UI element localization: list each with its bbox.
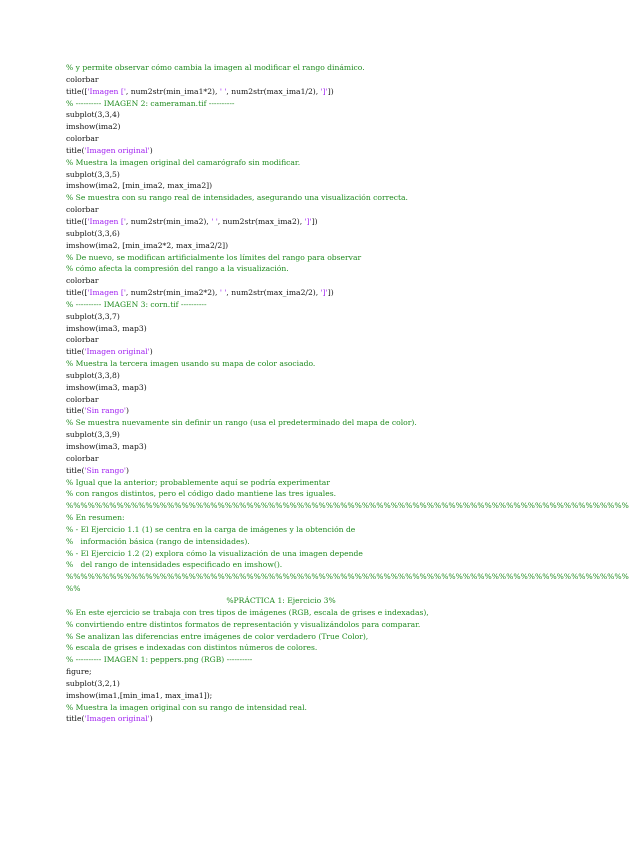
code-text: colorbar [66, 335, 99, 345]
code-line [66, 405, 496, 417]
code-line [66, 346, 496, 358]
code-line [66, 228, 496, 240]
code-line [66, 275, 496, 287]
comment-text: % Muestra la imagen original con su rango de intensidad real. [66, 702, 307, 712]
code-text: imshow(ima2, [min_ima2*2, max_ima2/2]) [66, 240, 229, 250]
code-text: figure; [66, 667, 92, 677]
code-text: , num2str(max_ima1/2), [226, 86, 321, 96]
string-literal: 'Imagen [' [87, 288, 126, 298]
code-line [66, 334, 496, 346]
code-text: subplot(3,3,7) [66, 311, 120, 321]
comment-line [66, 192, 496, 204]
code-listing [66, 62, 629, 725]
comment-text: %%%%%%%%%%%%%%%%%%%%%%%%%%%%%%%%%%%%%%%%%%%%%%%%%%%%%%%%%%%%%%%%%%%%%%%%%%%%%% [66, 501, 629, 511]
comment-line [66, 607, 496, 619]
code-text: ) [149, 714, 153, 724]
comment-text: %PRÁCTICA 1: Ejercicio 3% [226, 595, 336, 605]
string-literal: ' ' [211, 216, 218, 226]
comment-text: % información básica (rango de intensidades). [66, 536, 250, 546]
code-text: imshow(ima3, map3) [66, 323, 147, 333]
string-literal: 'Imagen [' [87, 216, 126, 226]
comment-line [66, 548, 496, 560]
code-line [66, 311, 496, 323]
comment-text: % Se muestra con su rango real de intensidades, asegurando una visualización correcta. [66, 193, 408, 203]
code-line [66, 429, 496, 441]
code-text: , num2str(max_ima2), [217, 216, 305, 226]
code-text: colorbar [66, 134, 99, 144]
comment-line [66, 299, 496, 311]
comment-line [66, 583, 496, 595]
comment-line [66, 98, 496, 110]
code-text: title([ [66, 86, 88, 96]
code-text: title( [66, 347, 85, 357]
comment-text: %% [66, 584, 81, 594]
code-text: title( [66, 406, 85, 416]
comment-line [66, 157, 496, 169]
comment-text: % - El Ejercicio 1.1 (1) se centra en la carga de imágenes y la obtención de [66, 524, 356, 534]
code-line [66, 465, 496, 477]
code-text: , num2str(min_ima2*2), [125, 288, 220, 298]
comment-line [66, 488, 496, 500]
comment-text: % del rango de intensidades especificado en imshow(). [66, 560, 283, 570]
code-text: colorbar [66, 394, 99, 404]
code-text: title( [66, 145, 85, 155]
code-text: ]) [311, 216, 318, 226]
comment-text: % Muestra la tercera imagen usando su mapa de color asociado. [66, 359, 316, 369]
string-literal: 'Imagen original' [84, 145, 150, 155]
comment-text: % - El Ejercicio 1.2 (2) explora cómo la visualización de una imagen depende [66, 548, 363, 558]
comment-line [66, 524, 496, 536]
code-line [66, 216, 496, 228]
comment-text: % con rangos distintos, pero el código dado mantiene las tres iguales. [66, 489, 337, 499]
comment-text: % convirtiendo entre distintos formatos de representación y visualizándolos para comparar. [66, 619, 421, 629]
code-text: ]) [327, 288, 334, 298]
code-line [66, 678, 496, 690]
code-text: colorbar [66, 276, 99, 286]
comment-text: % ---------- IMAGEN 2: cameraman.tif ---------- [66, 98, 235, 108]
comment-text: % ---------- IMAGEN 3: corn.tif ---------- [66, 299, 207, 309]
code-text: subplot(3,3,8) [66, 370, 120, 380]
comment-text: % Se analizan las diferencias entre imágenes de color verdadero (True Color), [66, 631, 369, 641]
code-line [66, 133, 496, 145]
comment-line [66, 595, 496, 607]
code-text: title([ [66, 216, 88, 226]
code-text: , num2str(max_ima2/2), [226, 288, 321, 298]
comment-line [66, 702, 496, 714]
string-literal: ' ' [219, 288, 227, 298]
code-text: ) [126, 465, 129, 475]
code-line [66, 370, 496, 382]
code-line [66, 690, 496, 702]
comment-text: % Muestra la imagen original del camarógrafo sin modificar. [66, 157, 301, 167]
code-line [66, 74, 496, 86]
comment-line [66, 62, 496, 74]
code-text: imshow(ima3, map3) [66, 382, 147, 392]
comment-text: % Se muestra nuevamente sin definir un rango (usa el predeterminado del mapa de color). [66, 418, 417, 428]
string-literal: 'Imagen original' [84, 714, 150, 724]
code-line [66, 109, 496, 121]
code-line [66, 169, 496, 181]
code-text: ) [149, 145, 153, 155]
comment-text: % escala de grises e indexadas con distintos números de colores. [66, 643, 318, 653]
code-text: title( [66, 465, 85, 475]
code-line [66, 394, 496, 406]
comment-text: %%%%%%%%%%%%%%%%%%%%%%%%%%%%%%%%%%%%%%%%%%%%%%%%%%%%%%%%%%%%%%%%%%%%%%%%%%%%%% [66, 572, 629, 582]
code-line [66, 180, 496, 192]
string-literal: ']' [304, 216, 312, 226]
code-text: imshow(ima2, [min_ima2, max_ima2]) [66, 181, 213, 191]
comment-line [66, 571, 629, 583]
comment-line [66, 252, 496, 264]
comment-line [66, 619, 496, 631]
code-text: title([ [66, 288, 88, 298]
code-text: subplot(3,3,6) [66, 228, 120, 238]
string-literal: 'Imagen [' [87, 86, 126, 96]
code-text: subplot(3,2,1) [66, 678, 120, 688]
comment-line [66, 631, 496, 643]
code-text: imshow(ima2) [66, 122, 121, 132]
code-text: imshow(ima1,[min_ima1, max_ima1]); [66, 690, 213, 700]
code-line [66, 441, 496, 453]
comment-line [66, 477, 496, 489]
string-literal: ']' [320, 86, 328, 96]
code-text: title( [66, 714, 85, 724]
comment-line [66, 559, 496, 571]
comment-text: % En resumen: [66, 513, 125, 523]
code-text: colorbar [66, 205, 99, 215]
code-text: subplot(3,3,5) [66, 169, 120, 179]
string-literal: 'Imagen original' [84, 347, 150, 357]
string-literal: ' ' [219, 86, 227, 96]
string-literal: 'Sin rango' [84, 465, 127, 475]
comment-line [66, 263, 496, 275]
code-text: ]) [327, 86, 334, 96]
code-text: , num2str(min_ima1*2), [125, 86, 220, 96]
string-literal: 'Sin rango' [84, 406, 127, 416]
code-text: subplot(3,3,9) [66, 430, 120, 440]
string-literal: ']' [320, 288, 328, 298]
code-text: colorbar [66, 453, 99, 463]
comment-line [66, 654, 496, 666]
comment-line [66, 417, 496, 429]
code-line [66, 453, 496, 465]
code-text: ) [126, 406, 129, 416]
comment-line [66, 512, 496, 524]
code-text: , num2str(min_ima2), [125, 216, 212, 226]
code-line [66, 323, 496, 335]
code-line [66, 86, 496, 98]
comment-text: % Igual que la anterior; probablemente aquí se podría experimentar [66, 477, 330, 487]
comment-line [66, 500, 629, 512]
code-text: imshow(ima3, map3) [66, 442, 147, 451]
code-text: ) [149, 347, 153, 357]
code-text: colorbar [66, 74, 99, 84]
comment-text: % y permite observar cómo cambia la imagen al modificar el rango dinámico. [66, 63, 365, 72]
comment-line [66, 642, 496, 654]
comment-text: % ---------- IMAGEN 1: peppers.png (RGB) ---------- [66, 655, 253, 665]
comment-text: % En este ejercicio se trabaja con tres tipos de imágenes (RGB, escala de grises e indexadas), [66, 607, 429, 617]
comment-text: % De nuevo, se modifican artificialmente los límites del rango para observar [66, 252, 362, 262]
code-line [66, 666, 496, 678]
comment-text: % cómo afecta la compresión del rango a la visualización. [66, 264, 289, 274]
code-text: subplot(3,3,4) [66, 110, 120, 120]
code-line [66, 240, 496, 252]
code-line [66, 121, 496, 133]
code-line [66, 145, 496, 157]
code-line [66, 287, 496, 299]
code-line [66, 204, 496, 216]
comment-line [66, 358, 496, 370]
code-line [66, 382, 496, 394]
comment-line [66, 536, 496, 548]
code-line [66, 713, 496, 725]
